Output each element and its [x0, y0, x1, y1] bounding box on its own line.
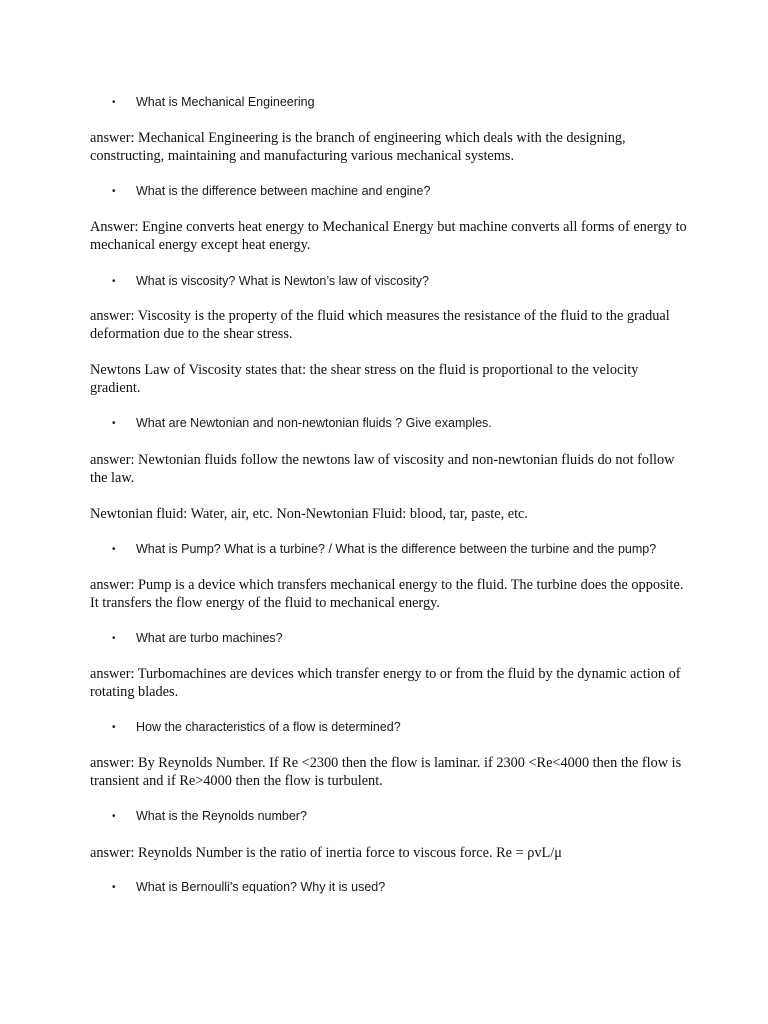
answer-paragraph: answer: Pump is a device which transfers mechanical energy to the fluid. The turbine does the opposite. It transfers the flow energy of the fluid to mechanical energy.	[90, 577, 684, 611]
answer-paragraph: Answer: Engine converts heat energy to Mechanical Energy but machine converts all forms of energy to mechanical energy except heat energy.	[90, 219, 687, 253]
bullet-icon: •	[112, 811, 116, 822]
question-text: What is Pump? What is a turbine? / What is the difference between the turbine and the pump?	[136, 542, 657, 556]
answer-paragraph: Newtons Law of Viscosity states that: the shear stress on the fluid is proportional to the velocity gradient.	[90, 362, 639, 396]
question-item	[112, 879, 385, 896]
question-item	[112, 719, 401, 736]
question-text: How the characteristics of a flow is determined?	[136, 720, 401, 734]
answer-paragraph: answer: Viscosity is the property of the fluid which measures the resistance of the fluid to the gradual deformation due to the shear stress.	[90, 308, 670, 342]
question-item	[112, 541, 656, 558]
question-text: What are turbo machines?	[136, 631, 283, 645]
question-item	[112, 808, 307, 825]
question-item	[112, 415, 492, 432]
question-text: What is Bernoulli’s equation? Why it is used?	[136, 880, 386, 894]
bullet-icon: •	[112, 97, 116, 108]
answer-paragraph: answer: Newtonian fluids follow the newtons law of viscosity and non-newtonian fluids do not follow the law.	[90, 452, 675, 486]
question-text: What is viscosity? What is Newton’s law of viscosity?	[136, 274, 429, 288]
bullet-icon: •	[112, 544, 116, 555]
question-text: What is the Reynolds number?	[136, 809, 307, 823]
answer-paragraph: answer: Reynolds Number is the ratio of inertia force to viscous force. Re = ρvL/μ	[90, 845, 562, 861]
bullet-icon: •	[112, 418, 116, 429]
bullet-icon: •	[112, 882, 116, 893]
bullet-icon: •	[112, 186, 116, 197]
answer-paragraph: answer: Turbomachines are devices which transfer energy to or from the fluid by the dynamic action of rotating blades.	[90, 666, 681, 700]
bullet-icon: •	[112, 722, 116, 733]
answer-paragraph: Newtonian fluid: Water, air, etc. Non-Newtonian Fluid: blood, tar, paste, etc.	[90, 506, 528, 522]
answer-paragraph: answer: By Reynolds Number. If Re <2300 then the flow is laminar. if 2300 <Re<4000 then the flow is transient and if Re>4000 then the flow is turbulent.	[90, 755, 682, 789]
question-item	[112, 630, 283, 647]
question-text: What is Mechanical Engineering	[136, 95, 315, 109]
question-item	[112, 273, 429, 290]
bullet-icon: •	[112, 276, 116, 287]
question-item	[112, 183, 430, 200]
bullet-icon: •	[112, 633, 116, 644]
question-text: What are Newtonian and non-newtonian fluids ? Give examples.	[136, 416, 492, 430]
question-item	[112, 94, 315, 111]
answer-paragraph: answer: Mechanical Engineering is the branch of engineering which deals with the designing, constructing, maintaining and manufacturing various mechanical systems.	[90, 130, 626, 164]
question-text: What is the difference between machine and engine?	[136, 184, 431, 198]
